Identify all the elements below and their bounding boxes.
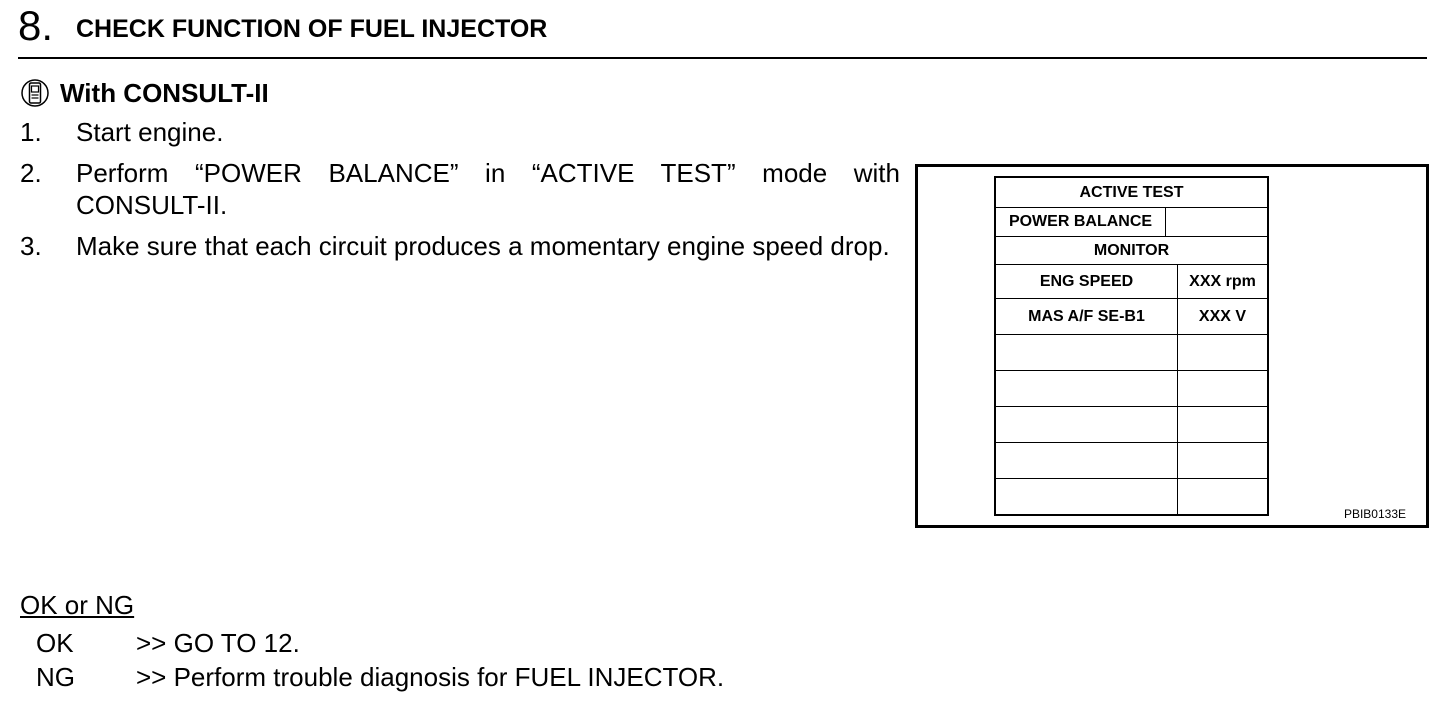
step-item <box>20 230 900 262</box>
empty-row <box>996 335 1267 371</box>
empty-row <box>996 407 1267 443</box>
ok-result <box>36 628 300 659</box>
step-item <box>20 157 900 221</box>
monitor-row <box>996 237 1267 265</box>
step-number: 8. <box>18 2 54 49</box>
consult-heading <box>20 76 269 110</box>
consult-screen <box>994 176 1269 516</box>
empty-row <box>996 371 1267 407</box>
monitor-data-row <box>996 265 1267 299</box>
monitor-item-label: MAS A/F SE-B1 <box>996 299 1178 334</box>
consult-screen-figure <box>915 164 1429 528</box>
step-text: Make sure that each circuit produces a momentary engine speed drop. <box>76 231 890 261</box>
ng-result <box>36 662 724 693</box>
monitor-item-value: XXX rpm <box>1189 272 1256 290</box>
ok-text: >> GO TO 12. <box>136 628 300 658</box>
ok-key: OK <box>36 628 74 658</box>
consult-label: With CONSULT-II <box>60 77 269 108</box>
empty-row <box>996 479 1267 514</box>
step-text: Start engine. <box>76 117 224 147</box>
figure-id: PBIB0133E <box>1343 507 1406 521</box>
ok-ng-heading: OK or NG <box>20 590 135 620</box>
step-index: 1. <box>20 117 42 147</box>
step-index: 2. <box>20 158 42 188</box>
step-text: Perform “POWER BALANCE” in “ACTIVE TEST” mode with CONSULT-II. <box>76 158 900 220</box>
mode-label: POWER BALANCE <box>996 208 1166 236</box>
monitor-item-value: XXX V <box>1198 307 1247 325</box>
ng-key: NG <box>36 662 75 692</box>
monitor-label: MONITOR <box>1093 241 1170 259</box>
procedure-steps <box>20 116 900 271</box>
monitor-item-label: ENG SPEED <box>996 265 1178 298</box>
empty-row <box>996 443 1267 479</box>
step-index: 3. <box>20 231 42 261</box>
mode-row <box>996 208 1267 237</box>
step-item <box>20 116 900 148</box>
ng-text: >> Perform trouble diagnosis for FUEL INJECTOR. <box>136 662 725 692</box>
step-title: CHECK FUNCTION OF FUEL INJECTOR <box>76 15 548 43</box>
monitor-data-row <box>996 299 1267 335</box>
screen-title-row <box>996 178 1267 208</box>
mode-value <box>1166 208 1267 236</box>
title-rule <box>18 57 1427 59</box>
consult-device-icon <box>20 78 50 108</box>
screen-title: ACTIVE TEST <box>1079 183 1184 201</box>
